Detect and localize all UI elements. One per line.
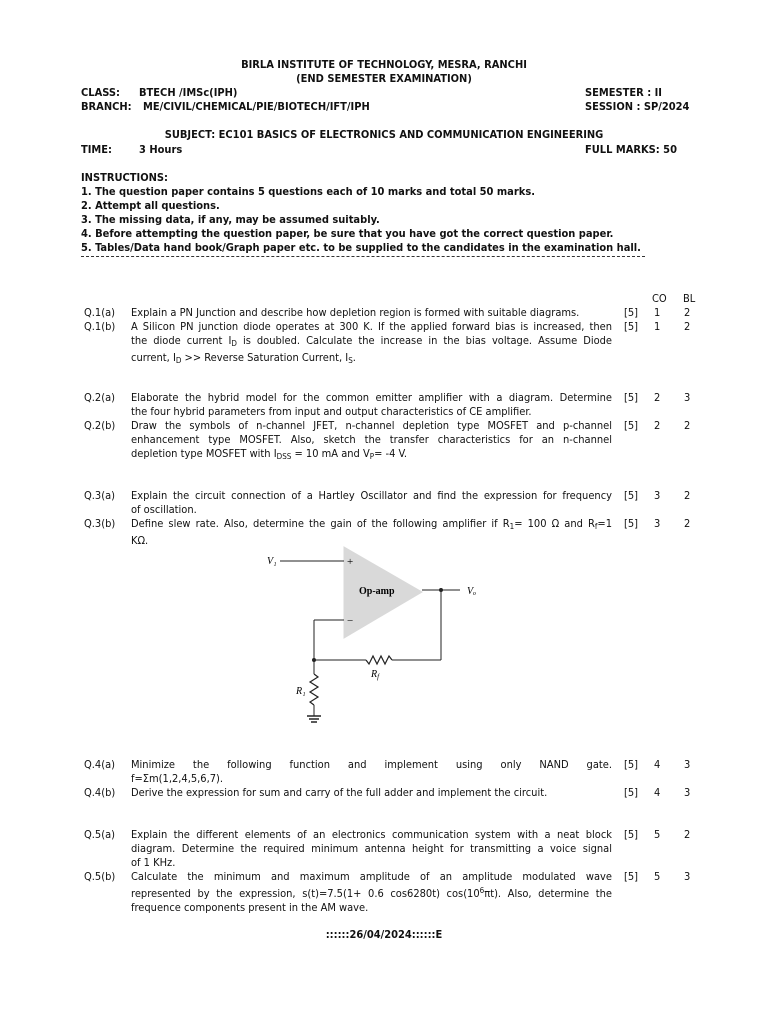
- question-text-line: of 1 KHz.: [131, 856, 176, 869]
- question-marks: [5]: [624, 828, 639, 841]
- question-co: 4: [654, 758, 661, 771]
- question-marks: [5]: [624, 306, 639, 319]
- opamp-label: Op-amp: [359, 586, 395, 597]
- question-text-line: Minimize the following function and implement using only NAND gate.: [131, 758, 612, 771]
- question-text-line: Draw the symbols of n-channel JFET, n-channel depletion type MOSFET and p-channel: [131, 419, 612, 432]
- question-text-line: depletion type MOSFET with $I_{DSS} = 10$ mA and $V_P= -4$ V.: [131, 447, 408, 461]
- co-column-header: CO: [652, 292, 667, 305]
- question-bl: 2: [684, 320, 691, 333]
- question-co: 1: [654, 320, 661, 333]
- question-co: 2: [654, 419, 661, 432]
- class-label: CLASS:: [81, 86, 120, 99]
- exam-title: (END SEMESTER EXAMINATION): [296, 72, 472, 85]
- bl-column-header: BL: [683, 292, 696, 305]
- v1-label: V₁: [267, 556, 277, 567]
- full-marks: FULL MARKS: 50: [585, 143, 677, 156]
- instruction-item: 3. The missing data, if any, may be assumed suitably.: [81, 213, 380, 226]
- question-text: [131, 320, 612, 368]
- question-bl: 2: [684, 828, 691, 841]
- question-number: Q.2(a): [84, 391, 116, 404]
- question-text-line: enhancement type MOSFET. Also, sketch the transfer characteristics for an n-channel: [131, 433, 612, 446]
- subject: SUBJECT: EC101 BASICS OF ELECTRONICS AND COMMUNICATION ENGINEERING: [164, 128, 604, 141]
- question-text-line: Explain a PN Junction and describe how depletion region is formed with suitable diagrams.: [131, 306, 580, 319]
- institute-name: BIRLA INSTITUTE OF TECHNOLOGY, MESRA, RANCHI: [241, 58, 527, 71]
- class-value: BTECH /IMSc(IPH): [139, 86, 238, 99]
- question-number: Q.5(a): [84, 828, 116, 841]
- question-bl: 3: [684, 758, 691, 771]
- instruction-item: 2. Attempt all questions.: [81, 199, 220, 212]
- question-number: Q.4(b): [84, 786, 116, 799]
- separator-line: [81, 256, 645, 257]
- question-number: Q.1(a): [84, 306, 116, 319]
- question-bl: 3: [684, 870, 691, 883]
- branch-value: ME/CIVIL/CHEMICAL/PIE/BIOTECH/IFT/IPH: [143, 100, 370, 113]
- question-text: [131, 870, 612, 915]
- question-marks: [5]: [624, 758, 639, 771]
- minus-label: −: [347, 615, 354, 627]
- question-text: [131, 489, 612, 517]
- rf-label: $R_f$: [371, 669, 380, 681]
- question-text: [131, 786, 612, 800]
- instructions-title: INSTRUCTIONS:: [81, 171, 168, 184]
- question-text-line: Define slew rate. Also, determine the gain of the following amplifier if $R_1= 100$ Ω and $R_f=1$: [131, 517, 612, 531]
- question-number: Q.5(b): [84, 870, 116, 883]
- question-marks: [5]: [624, 320, 639, 333]
- r1-label: R₁: [296, 686, 306, 697]
- question-text-line: Elaborate the hybrid model for the common emitter amplifier with a diagram. Determine: [131, 391, 612, 404]
- question-bl: 2: [684, 306, 691, 319]
- question-text-line: f=Σm(1,2,4,5,6,7).: [131, 772, 224, 785]
- question-co: 3: [654, 489, 661, 502]
- question-marks: [5]: [624, 870, 639, 883]
- opamp-circuit-diagram: [260, 542, 490, 730]
- time-label: TIME:: [81, 143, 113, 156]
- question-co: 1: [654, 306, 661, 319]
- question-bl: 3: [684, 391, 691, 404]
- instruction-item: 1. The question paper contains 5 questions each of 10 marks and total 50 marks.: [81, 185, 535, 198]
- question-text: [131, 306, 612, 320]
- question-text: [131, 419, 612, 464]
- question-text-line: the four hybrid parameters from input and output characteristics of CE amplifier.: [131, 405, 532, 418]
- question-co: 3: [654, 517, 661, 530]
- semester: SEMESTER : II: [585, 86, 662, 99]
- question-text-line: current, $I_D$ >> Reverse Saturation Current, $I_S$.: [131, 351, 356, 365]
- question-text-line: Explain the different elements of an electronics communication system with a neat block: [131, 828, 612, 841]
- question-text-line: of oscillation.: [131, 503, 197, 516]
- question-co: 5: [654, 870, 661, 883]
- question-marks: [5]: [624, 786, 639, 799]
- time-value: 3 Hours: [139, 143, 183, 156]
- question-text-line: represented by the expression, s(t)=7.5(1+ 0.6 cos6280t) $\cos(10^6\pi t)$. Also, determine the: [131, 886, 612, 900]
- question-text-line: KΩ.: [131, 534, 149, 547]
- question-text-line: diagram. Determine the required minimum antenna height for transmitting a voice signal: [131, 842, 612, 855]
- question-text: [131, 828, 612, 870]
- question-text-line: A Silicon PN junction diode operates at 300 K. If the applied forward bias is increased, then: [131, 320, 612, 333]
- question-marks: [5]: [624, 489, 639, 502]
- question-text-line: frequence components present in the AM wave.: [131, 901, 369, 914]
- question-text-line: the diode current $I_D$ is doubled. Calculate the increase in the bias voltage. Assume Diode: [131, 334, 613, 348]
- question-bl: 2: [684, 517, 691, 530]
- plus-label: +: [347, 556, 354, 568]
- question-bl: 3: [684, 786, 691, 799]
- vo-label: Vₒ: [467, 586, 476, 597]
- question-text-line: Derive the expression for sum and carry of the full adder and implement the circuit.: [131, 786, 548, 799]
- question-marks: [5]: [624, 419, 639, 432]
- footer-date-code: ::::::26/04/2024::::::E: [325, 928, 443, 941]
- question-marks: [5]: [624, 517, 639, 530]
- session: SESSION : SP/2024: [585, 100, 690, 113]
- question-text-line: Calculate the minimum and maximum amplitude of an amplitude modulated wave: [131, 870, 612, 883]
- question-co: 5: [654, 828, 661, 841]
- question-text: [131, 391, 612, 419]
- instruction-item: 4. Before attempting the question paper, be sure that you have got the correct question paper.: [81, 227, 614, 240]
- question-text-line: Explain the circuit connection of a Hartley Oscillator and find the expression for frequency: [131, 489, 612, 502]
- question-number: Q.4(a): [84, 758, 116, 771]
- question-number: Q.2(b): [84, 419, 116, 432]
- question-co: 2: [654, 391, 661, 404]
- question-number: Q.3(b): [84, 517, 116, 530]
- question-number: Q.3(a): [84, 489, 116, 502]
- branch-label: BRANCH:: [81, 100, 132, 113]
- question-marks: [5]: [624, 391, 639, 404]
- question-bl: 2: [684, 489, 691, 502]
- question-number: Q.1(b): [84, 320, 116, 333]
- question-text: [131, 758, 612, 786]
- question-bl: 2: [684, 419, 691, 432]
- question-co: 4: [654, 786, 661, 799]
- instruction-item: 5. Tables/Data hand book/Graph paper etc. to be supplied to the candidates in the examination hall.: [81, 241, 641, 254]
